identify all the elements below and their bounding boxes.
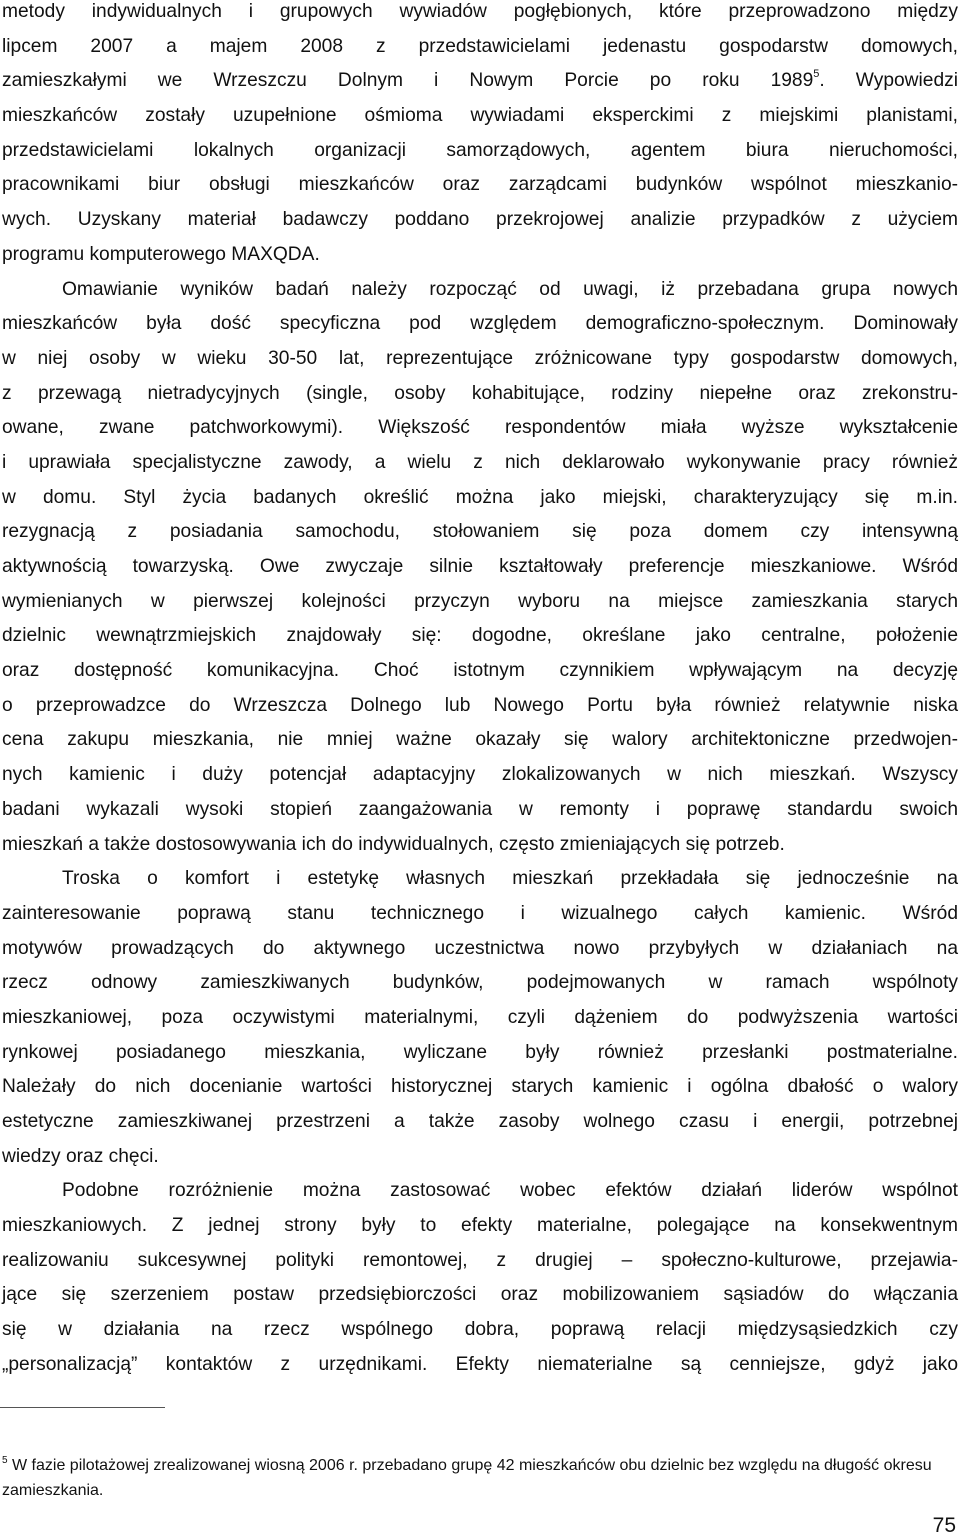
text-line bbox=[2, 1244, 958, 1279]
text-segment: lipcem 2007 a majem 2008 z przedstawicielami jedenastu gospodarstw domowych, bbox=[2, 35, 958, 57]
paragraph bbox=[2, 0, 958, 273]
text-segment: i uprawiała specjalistyczne zawody, a wielu z nich deklarowało wykonywanie pracy również bbox=[2, 451, 958, 473]
text-segment: dzielnic wewnątrzmiejskich znajdowały się: dogodne, określane jako centralne, położenie bbox=[2, 625, 958, 647]
text-line bbox=[2, 828, 958, 863]
text-line bbox=[2, 134, 958, 169]
text-line bbox=[2, 1070, 958, 1105]
text-segment: Podobne rozróżnienie można zastosować wobec efektów działań liderów wspólnot bbox=[62, 1180, 958, 1202]
text-segment: „personalizacją” kontaktów z urzędnikami. Efekty niematerialne są cenniejsze, gdyż jako bbox=[2, 1353, 958, 1375]
text-segment: . Wypowiedzi bbox=[819, 70, 958, 92]
text-line bbox=[2, 481, 958, 516]
text-segment: estetyczne zamieszkiwanej przestrzeni a także zasoby wolnego czasu i energii, potrzebnej bbox=[2, 1111, 958, 1132]
text-segment: w domu. Styl życia badanych określić można jako miejski, charakteryzujący się m.in. bbox=[2, 486, 958, 508]
text-line bbox=[2, 1348, 958, 1383]
text-line bbox=[2, 689, 958, 724]
text-segment: jące się szerzeniem postaw przedsiębiorczości oraz mobilizowaniem sąsiadów do włączania bbox=[2, 1284, 958, 1306]
text-segment: wiedzy oraz chęci. bbox=[2, 1145, 159, 1167]
text-line bbox=[2, 238, 958, 273]
text-line bbox=[2, 377, 958, 412]
text-line bbox=[2, 966, 958, 1001]
text-segment: cena zakupu mieszkania, nie mniej ważne okazały się walory architektoniczne przedwojen- bbox=[2, 729, 958, 751]
text-segment: nych kamienic i duży potencjał adaptacyjny zlokalizowanych w nich mieszkań. Wszyscy bbox=[2, 764, 958, 786]
text-line bbox=[2, 793, 958, 828]
text-segment: programu komputerowego MAXQDA. bbox=[2, 243, 320, 265]
footnote-text: W fazie pilotażowej zrealizowanej wiosną 2006 r. przebadano grupę 42 mieszkańców obu dzielnic bez względu na długość okresu zamieszkania. bbox=[2, 1457, 932, 1499]
text-line bbox=[2, 446, 958, 481]
text-segment: Troska o komfort i estetykę własnych mieszkań przekładała się jednocześnie na bbox=[62, 868, 958, 890]
text-segment: oraz dostępność komunikacyjna. Choć istotnym czynnikiem wpływającym na decyzję bbox=[2, 660, 958, 682]
text-segment: wych. Uzyskany materiał badawczy poddano przekrojowej analizie przypadków z użyciem bbox=[2, 209, 958, 231]
text-segment: Omawianie wyników badań należy rozpocząć od uwagi, iż przebadana grupa nowych bbox=[62, 278, 958, 300]
text-segment: motywów prowadzących do aktywnego uczestnictwa nowo przybyłych w działaniach na bbox=[2, 937, 958, 959]
text-segment: wymienianych w pierwszej kolejności przyczyn wyboru na miejsce zamieszkania starych bbox=[2, 590, 958, 612]
text-line bbox=[2, 1105, 958, 1140]
text-segment: mieszkaniowych. Z jednej strony były to efekty materialne, polegające na konsekwentnym bbox=[2, 1215, 958, 1237]
text-line bbox=[2, 342, 958, 377]
text-line bbox=[2, 1313, 958, 1348]
text-segment: zainteresowanie poprawą stanu technicznego i wizualnego całych kamienic. Wśród bbox=[2, 902, 958, 924]
text-line bbox=[2, 1278, 958, 1313]
text-line bbox=[2, 1140, 958, 1175]
text-line bbox=[2, 99, 958, 134]
text-line bbox=[2, 1036, 958, 1071]
text-segment: o przeprowadzce do Wrzeszcza Dolnego lub Nowego Portu była również relatywnie niska bbox=[2, 694, 958, 716]
text-segment: aktywnością towarzyską. Owe zwyczaje silnie kształtowały preferencje mieszkaniowe. Wśród bbox=[2, 556, 958, 577]
text-line bbox=[2, 411, 958, 446]
text-line bbox=[2, 64, 958, 99]
text-segment: mieszkaniowej, poza oczywistymi materialnymi, czyli dążeniem do podwyższenia wartości bbox=[2, 1006, 958, 1028]
text-segment: badani wykazali wysoki stopień zaangażowania w remonty i poprawę standardu swoich bbox=[2, 798, 958, 820]
text-line bbox=[2, 1174, 958, 1209]
text-segment: w niej osoby w wieku 30-50 lat, reprezentujące zróżnicowane typy gospodarstw domowych, bbox=[2, 347, 958, 369]
text-segment: rzecz odnowy zamieszkiwanych budynków, podejmowanych w ramach wspólnoty bbox=[2, 972, 958, 994]
text-segment: mieszkańców zostały uzupełnione ośmioma wywiadami eksperckimi z miejskimi planistami, bbox=[2, 105, 958, 127]
text-segment: mieszkań a także dostosowywania ich do indywidualnych, często zmieniających się potrzeb. bbox=[2, 833, 785, 855]
text-line bbox=[2, 723, 958, 758]
text-line bbox=[2, 862, 958, 897]
text-line bbox=[2, 203, 958, 238]
text-line bbox=[2, 897, 958, 932]
footnote bbox=[2, 1453, 958, 1503]
text-segment: z przewagą nietradycyjnych (single, osoby kohabitujące, rodziny niepełne oraz zrekonstru- bbox=[2, 382, 958, 404]
page-number: 75 bbox=[932, 1514, 956, 1537]
paragraph bbox=[2, 273, 958, 863]
text-line bbox=[2, 550, 958, 585]
text-segment: pracownikami biur obsługi mieszkańców oraz zarządcami budynków wspólnot mieszkanio- bbox=[2, 174, 958, 196]
text-line bbox=[2, 932, 958, 967]
text-segment: owane, zwane patchworkowymi). Większość respondentów miała wyższe wykształcenie bbox=[2, 417, 958, 439]
text-line bbox=[2, 654, 958, 689]
text-segment: się w działania na rzecz wspólnego dobra, poprawą relacji międzysąsiedzkich czy bbox=[2, 1319, 958, 1341]
text-line bbox=[2, 515, 958, 550]
footnote-divider bbox=[0, 1407, 165, 1408]
paragraph bbox=[2, 862, 958, 1174]
text-line bbox=[2, 758, 958, 793]
text-segment: przedstawicielami lokalnych organizacji samorządowych, agentem biura nieruchomości, bbox=[2, 139, 958, 161]
body-text bbox=[2, 0, 958, 1383]
paragraph bbox=[2, 1174, 958, 1382]
text-segment: realizowaniu sukcesywnej polityki remontowej, z drugiej – społeczno-kulturowe, przejawia- bbox=[2, 1249, 958, 1271]
footnote-reference: 5 bbox=[813, 68, 820, 81]
text-line bbox=[2, 168, 958, 203]
text-line bbox=[2, 273, 958, 308]
text-line bbox=[2, 1001, 958, 1036]
text-line bbox=[2, 1209, 958, 1244]
text-segment: rynkowej posiadanego mieszkania, wyliczane były również przesłanki postmaterialne. bbox=[2, 1041, 958, 1063]
text-segment: Należały do nich docenianie wartości historycznej starych kamienic i ogólna dbałość o walory bbox=[2, 1076, 958, 1098]
text-line bbox=[2, 0, 958, 30]
text-segment: zamieszkałymi we Wrzeszczu Dolnym i Nowym Porcie po roku 1989 bbox=[2, 70, 814, 92]
text-segment: rezygnacją z posiadania samochodu, stołowaniem się poza domem czy intensywną bbox=[2, 521, 958, 543]
text-line bbox=[2, 307, 958, 342]
text-segment: mieszkańców była dość specyficzna pod względem demograficzno-społecznym. Dominowały bbox=[2, 313, 958, 335]
text-line bbox=[2, 619, 958, 654]
text-line bbox=[2, 585, 958, 620]
text-line bbox=[2, 30, 958, 65]
footnote-marker: 5 bbox=[2, 1455, 8, 1466]
text-segment: metody indywidualnych i grupowych wywiadów pogłębionych, które przeprowadzono między bbox=[2, 1, 958, 22]
